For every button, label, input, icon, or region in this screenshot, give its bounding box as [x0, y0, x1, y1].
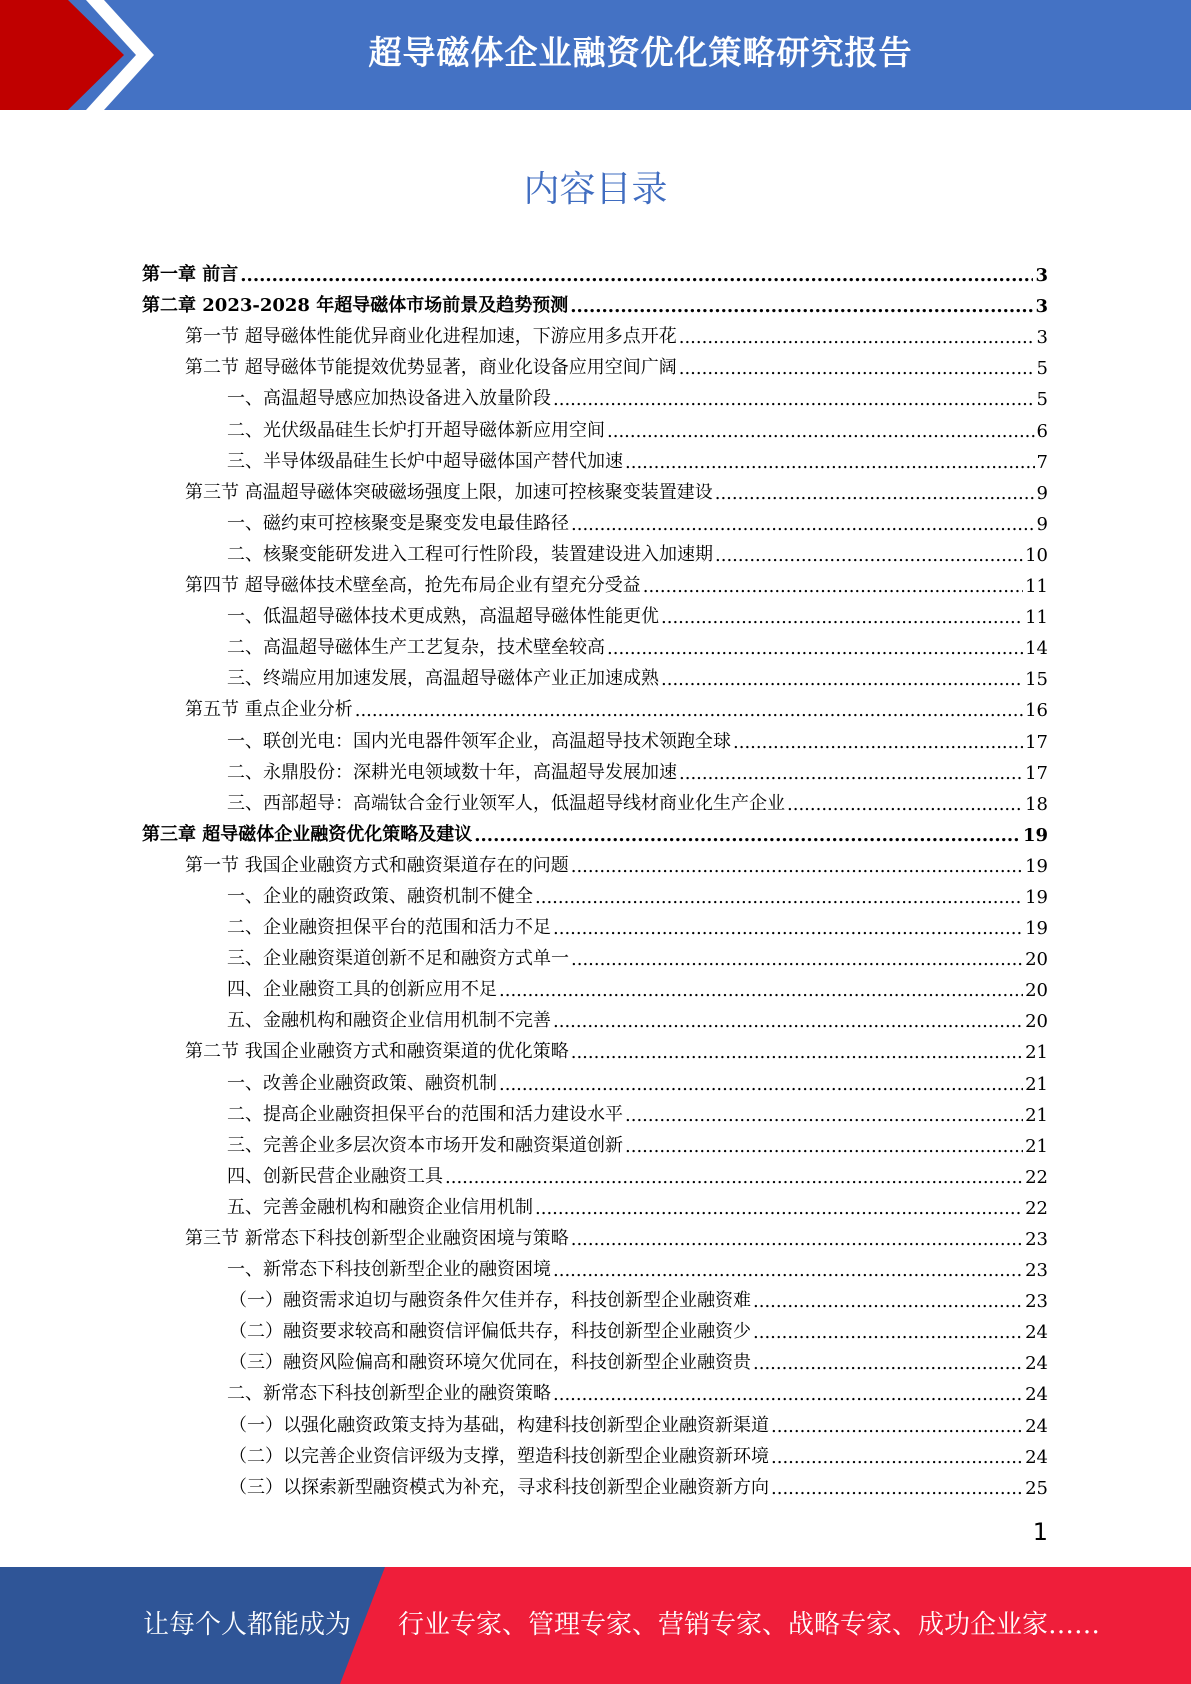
footer-slogan-left: 让每个人都能成为: [143, 1610, 352, 1640]
toc-entry-page: 10: [1025, 544, 1048, 566]
toc-dot-leader: [571, 514, 1035, 535]
toc-entry-page: 24: [1025, 1353, 1048, 1375]
toc-entry[interactable]: [142, 379, 1048, 410]
toc-entry-title: 第四节 超导磁体技术壁垒高，抢先布局企业有望充分受益: [185, 575, 641, 597]
report-title: 超导磁体企业融资优化策略研究报告: [368, 33, 913, 72]
toc-entry[interactable]: [142, 1063, 1048, 1094]
toc-dot-leader: [643, 576, 1023, 597]
toc-entry-page: 19: [1025, 918, 1048, 940]
toc-dot-leader: [571, 1229, 1023, 1250]
toc-entry-page: 23: [1025, 1260, 1048, 1282]
toc-dot-leader: [445, 1167, 1023, 1188]
toc-dot-leader: [679, 763, 1023, 784]
toc-dot-leader: [625, 1136, 1023, 1157]
toc-entry[interactable]: [142, 535, 1048, 566]
toc-entry-page: 17: [1025, 762, 1048, 784]
toc-entry-title: （三）融资风险偏高和融资环境欠优同在，科技创新型企业融资贵: [229, 1352, 751, 1374]
toc-entry[interactable]: [142, 1219, 1048, 1250]
toc-entry-title: 四、企业融资工具的创新应用不足: [227, 979, 497, 1001]
toc-entry[interactable]: [142, 473, 1048, 504]
toc-entry[interactable]: [142, 1095, 1048, 1126]
toc-entry-title: 一、磁约束可控核聚变是聚变发电最佳路径: [227, 512, 569, 534]
toc-entry-page: 3: [1035, 265, 1048, 287]
toc-entry[interactable]: [142, 317, 1048, 348]
toc-entry[interactable]: [142, 504, 1048, 535]
toc-entry-title: 二、核聚变能研发进入工程可行性阶段，装置建设进入加速期: [227, 543, 713, 565]
toc-entry[interactable]: [142, 1001, 1048, 1032]
toc-entry-page: 23: [1025, 1229, 1048, 1250]
toc-entry-page: 19: [1022, 824, 1048, 846]
toc-entry-page: 20: [1025, 980, 1048, 1002]
toc-entry[interactable]: [142, 784, 1048, 815]
toc-entry[interactable]: [142, 410, 1048, 441]
toc-dot-leader: [787, 794, 1023, 815]
toc-entry[interactable]: [142, 970, 1048, 1001]
page-number: 1: [1032, 1518, 1048, 1546]
toc-entry-page: 5: [1036, 389, 1048, 411]
toc-entry-title: 第二节 超导磁体节能提效优势显著，商业化设备应用空间广阔: [185, 357, 677, 379]
toc-entry[interactable]: [142, 286, 1048, 317]
toc-dot-leader: [753, 1353, 1023, 1374]
toc-dot-leader: [625, 1105, 1023, 1126]
toc-dot-leader: [355, 700, 1023, 721]
toc-dot-leader: [553, 1384, 1023, 1405]
toc-entry-title: 一、联创光电：国内光电器件领军企业，高温超导技术领跑全球: [227, 730, 731, 752]
footer-band: [0, 1567, 1191, 1684]
toc-entry[interactable]: [142, 908, 1048, 939]
toc-entry[interactable]: [142, 877, 1048, 908]
toc-entry-page: 23: [1025, 1291, 1048, 1313]
toc-dot-leader: [679, 358, 1035, 379]
toc-entry-title: 一、企业的融资政策、融资机制不健全: [227, 885, 533, 907]
toc-entry-page: 7: [1036, 451, 1048, 473]
toc-entry-title: 第三节 高温超导磁体突破磁场强度上限，加速可控核聚变装置建设: [185, 481, 713, 503]
toc-entry-title: 三、完善企业多层次资本市场开发和融资渠道创新: [227, 1134, 623, 1156]
toc-entry-title: （二）融资要求较高和融资信评偏低共存，科技创新型企业融资少: [229, 1321, 751, 1343]
toc-entry-title: 二、新常态下科技创新型企业的融资策略: [227, 1383, 551, 1405]
toc-entry[interactable]: [142, 1032, 1048, 1063]
toc-dot-leader: [499, 980, 1023, 1001]
toc-dot-leader: [571, 1042, 1023, 1063]
toc-entry-title: 第五节 重点企业分析: [185, 699, 353, 721]
toc-entry-title: 第一节 超导磁体性能优异商业化进程加速，下游应用多点开花: [185, 326, 677, 348]
toc-entry-title: 四、创新民营企业融资工具: [227, 1165, 443, 1187]
toc-entry-title: 五、完善金融机构和融资企业信用机制: [227, 1196, 533, 1218]
toc-entry[interactable]: [142, 1250, 1048, 1281]
toc-entry-title: 第一章 前言: [142, 264, 239, 286]
toc-entry-page: 18: [1025, 793, 1048, 815]
toc-dot-leader: [771, 1478, 1023, 1499]
toc-entry-page: 11: [1025, 607, 1048, 629]
toc-dot-leader: [553, 389, 1035, 410]
toc-entry-page: 14: [1025, 638, 1048, 660]
toc-dot-leader: [240, 265, 1033, 286]
toc-dot-leader: [571, 949, 1023, 970]
toc-dot-leader: [553, 1260, 1023, 1281]
footer-slogan-right: 行业专家、管理专家、营销专家、战略专家、成功企业家……: [398, 1610, 1101, 1640]
toc-entry-page: 24: [1025, 1446, 1048, 1468]
toc-entry[interactable]: [142, 628, 1048, 659]
toc-entry[interactable]: [142, 815, 1048, 846]
toc-entry-title: 第一节 我国企业融资方式和融资渠道存在的问题: [185, 854, 569, 876]
toc-entry-title: 一、高温超导感应加热设备进入放量阶段: [227, 388, 551, 410]
toc-entry-page: 11: [1025, 576, 1048, 598]
toc-dot-leader: [715, 483, 1035, 504]
toc-entry-page: 21: [1025, 1073, 1048, 1095]
toc-entry[interactable]: [142, 659, 1048, 690]
toc-entry-title: 二、企业融资担保平台的范围和活力不足: [227, 917, 551, 939]
toc-entry-title: 第三节 新常态下科技创新型企业融资困境与策略: [185, 1228, 569, 1249]
toc-entry[interactable]: [142, 1188, 1048, 1219]
toc-entry-page: 19: [1025, 855, 1048, 877]
toc-dot-leader: [715, 545, 1023, 566]
toc-entry-page: 22: [1025, 1166, 1048, 1188]
toc-entry[interactable]: [142, 1468, 1048, 1499]
toc-entry-page: 25: [1025, 1477, 1048, 1499]
toc-entry-title: 一、新常态下科技创新型企业的融资困境: [227, 1259, 551, 1281]
toc-entry-title: 三、终端应用加速发展，高温超导磁体产业正加速成熟: [227, 668, 659, 690]
toc-dot-leader: [570, 296, 1033, 317]
toc-entry-page: 3: [1036, 327, 1048, 349]
toc-entry[interactable]: [142, 1312, 1048, 1343]
toc-entry-title: （一）以强化融资政策支持为基础，构建科技创新型企业融资新渠道: [229, 1414, 769, 1436]
toc-entry-page: 16: [1025, 700, 1048, 722]
toc-dot-leader: [625, 452, 1035, 473]
toc-dot-leader: [607, 421, 1035, 442]
toc-entry-page: 15: [1025, 669, 1048, 691]
toc-dot-leader: [679, 327, 1035, 348]
toc-entry-title: 五、金融机构和融资企业信用机制不完善: [227, 1010, 551, 1032]
toc-entry-page: 21: [1025, 1104, 1048, 1126]
toc-dot-leader: [771, 1447, 1023, 1468]
toc-entry-page: 24: [1025, 1322, 1048, 1344]
toc-entry[interactable]: [142, 939, 1048, 970]
toc-dot-leader: [661, 607, 1023, 628]
toc-entry-title: 一、低温超导磁体技术更成熟，高温超导磁体性能更优: [227, 606, 659, 628]
toc-dot-leader: [474, 825, 1021, 846]
toc-dot-leader: [753, 1291, 1023, 1312]
toc-entry[interactable]: [142, 846, 1048, 877]
toc-entry-title: 二、高温超导磁体生产工艺复杂，技术壁垒较高: [227, 637, 605, 659]
toc-entry-title: 二、光伏级晶硅生长炉打开超导磁体新应用空间: [227, 419, 605, 441]
toc-entry-title: 三、西部超导：高端钛合金行业领军人，低温超导线材商业化生产企业: [227, 792, 785, 814]
toc-entry[interactable]: [142, 255, 1048, 286]
toc-entry-page: 20: [1025, 1011, 1048, 1033]
toc-dot-leader: [607, 638, 1023, 659]
toc-entry-page: 5: [1036, 358, 1048, 380]
toc-entry-title: （三）以探索新型融资模式为补充，寻求科技创新型企业融资新方向: [229, 1476, 769, 1498]
toc-entry[interactable]: [142, 1437, 1048, 1468]
header-band: [0, 0, 1191, 110]
table-of-contents: [142, 255, 1048, 1499]
toc-heading: 内容目录: [523, 169, 668, 210]
toc-dot-leader: [535, 887, 1023, 908]
toc-entry[interactable]: [142, 1126, 1048, 1157]
toc-entry[interactable]: [142, 1343, 1048, 1374]
toc-entry-page: 17: [1025, 731, 1048, 753]
toc-dot-leader: [771, 1416, 1023, 1437]
toc-entry-title: （一）融资需求迫切与融资条件欠佳并存，科技创新型企业融资难: [229, 1290, 751, 1312]
toc-entry[interactable]: [142, 753, 1048, 784]
toc-dot-leader: [571, 856, 1023, 877]
toc-entry-title: 三、半导体级晶硅生长炉中超导磁体国产替代加速: [227, 450, 623, 472]
toc-entry-page: 19: [1025, 886, 1048, 908]
toc-dot-leader: [553, 1011, 1023, 1032]
toc-entry[interactable]: [142, 442, 1048, 473]
toc-entry-page: 9: [1036, 482, 1048, 504]
toc-entry[interactable]: [142, 1281, 1048, 1312]
toc-entry[interactable]: [142, 690, 1048, 721]
toc-dot-leader: [499, 1074, 1023, 1095]
toc-entry-title: 二、提高企业融资担保平台的范围和活力建设水平: [227, 1103, 623, 1125]
toc-entry-title: 三、企业融资渠道创新不足和融资方式单一: [227, 948, 569, 970]
toc-entry[interactable]: [142, 721, 1048, 752]
toc-entry-title: 一、改善企业融资政策、融资机制: [227, 1072, 497, 1094]
toc-entry[interactable]: [142, 1374, 1048, 1405]
toc-entry-page: 24: [1025, 1415, 1048, 1437]
toc-entry[interactable]: [142, 566, 1048, 597]
toc-entry-page: 20: [1025, 949, 1048, 971]
toc-entry[interactable]: [142, 348, 1048, 379]
toc-dot-leader: [753, 1322, 1023, 1343]
toc-entry[interactable]: [142, 597, 1048, 628]
toc-dot-leader: [553, 918, 1023, 939]
toc-entry-title: 第二节 我国企业融资方式和融资渠道的优化策略: [185, 1041, 569, 1063]
toc-entry-page: 3: [1035, 296, 1048, 318]
toc-entry-page: 9: [1036, 513, 1048, 535]
toc-entry-page: 22: [1025, 1197, 1048, 1219]
toc-dot-leader: [535, 1198, 1023, 1219]
toc-entry-title: 第三章 超导磁体企业融资优化策略及建议: [142, 823, 473, 845]
toc-entry-title: 第二章 2023-2028 年超导磁体市场前景及趋势预测: [142, 295, 569, 317]
header-arrow-decoration: [0, 0, 160, 110]
toc-entry-page: 21: [1025, 1135, 1048, 1157]
toc-entry[interactable]: [142, 1157, 1048, 1188]
toc-dot-leader: [661, 669, 1023, 690]
toc-entry-page: 24: [1025, 1384, 1048, 1406]
toc-entry-page: 6: [1036, 420, 1048, 442]
toc-entry-title: （二）以完善企业资信评级为支撑，塑造科技创新型企业融资新环境: [229, 1445, 769, 1467]
toc-entry-title: 二、永鼎股份：深耕光电领域数十年，高温超导发展加速: [227, 761, 677, 783]
toc-entry-page: 21: [1025, 1042, 1048, 1064]
toc-entry[interactable]: [142, 1405, 1048, 1436]
toc-dot-leader: [733, 732, 1023, 753]
